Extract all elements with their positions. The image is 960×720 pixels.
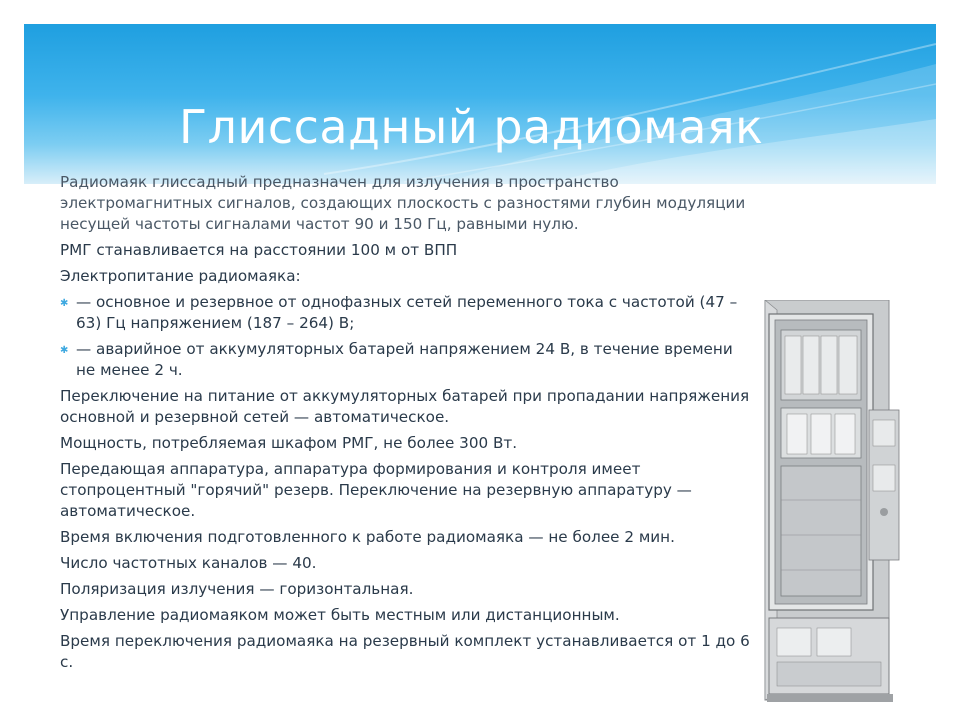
body-paragraph: Время переключения радиомаяка на резервный комплект устанавливается от 1 до 6 с. <box>60 632 750 671</box>
bullet-text: — основное и резервное от однофазных сетей переменного тока с частотой (47 – 63) Гц напряжением (187 – 264) В; <box>76 293 738 332</box>
body-paragraph: Поляризация излучения — горизонтальная. <box>60 580 414 598</box>
intro-paragraph: Радиомаяк глиссадный предназначен для излучения в пространство электромагнитных сигналов, создающих плоскость с разностями глубин модуляции несущей частоты сигналами частот 90 и 150 Гц, равными нулю. <box>60 173 746 233</box>
title-banner <box>24 24 936 184</box>
equipment-cabinet-image <box>757 300 907 705</box>
asterisk-icon: ✱ <box>60 298 69 309</box>
bullet-item <box>60 339 750 381</box>
bullet-item <box>60 292 750 334</box>
body-paragraph: Время включения подготовленного к работе радиомаяка — не более 2 мин. <box>60 528 675 546</box>
body-paragraph: Передающая аппаратура, аппаратура формирования и контроля имеет стопроцентный "горячий" резерв. Переключение на резервную аппаратуру — автоматическое. <box>60 460 692 520</box>
body-paragraph: Мощность, потребляемая шкафом РМГ, не более 300 Вт. <box>60 434 518 452</box>
body-paragraph: Число частотных каналов — 40. <box>60 554 317 572</box>
body-paragraph: Управление радиомаяком может быть местным или дистанционным. <box>60 606 620 624</box>
slide-body <box>60 172 750 678</box>
bullet-text: — аварийное от аккумуляторных батарей напряжением 24 В, в течение времени не менее 2 ч. <box>76 340 733 379</box>
power-heading: Электропитание радиомаяка: <box>60 267 301 285</box>
body-paragraph: Переключение на питание от аккумуляторных батарей при пропадании напряжения основной и резервной сетей — автоматическое. <box>60 387 750 426</box>
distance-paragraph: РМГ станавливается на расстоянии 100 м от ВПП <box>60 241 458 259</box>
page-title: Глиссадный радиомаяк <box>179 100 764 154</box>
asterisk-icon: ✱ <box>60 345 69 356</box>
